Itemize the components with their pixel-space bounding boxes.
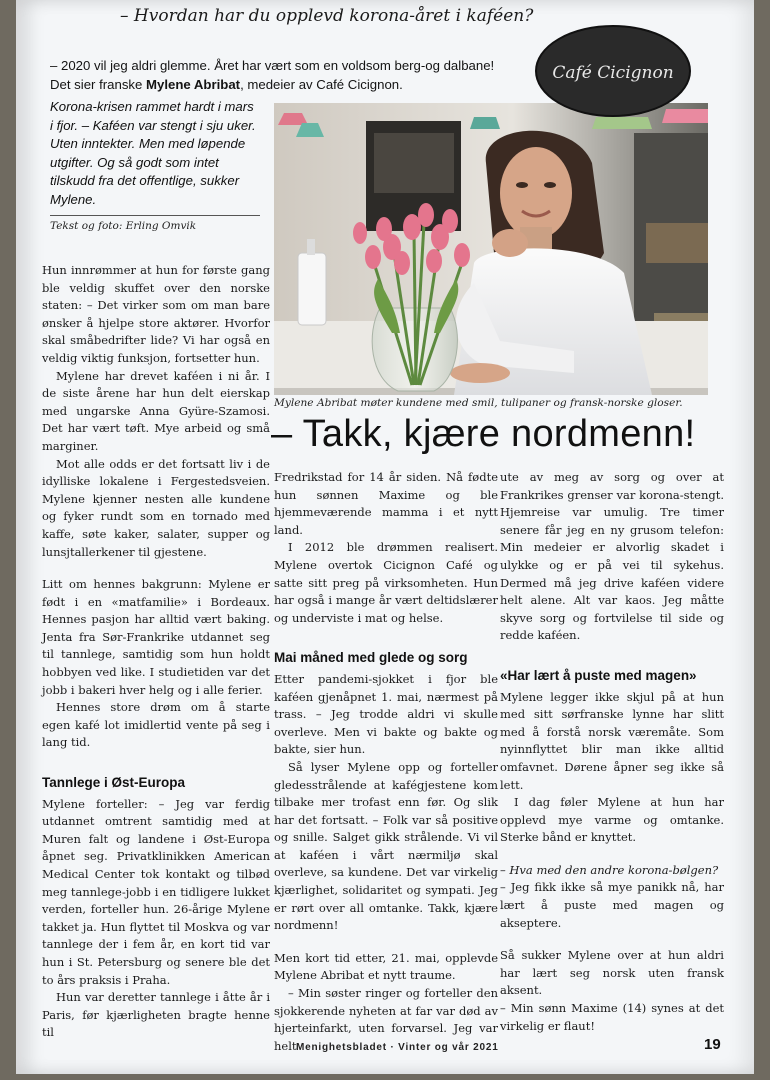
paragraph: – Min sønn Maxime (14) synes at det virkelig er flaut! xyxy=(500,1001,724,1033)
paragraph: – Jeg fikk ikke så mye panikk nå, har lært å puste med magen og akseptere. xyxy=(500,880,724,930)
article-headline: – Takk, kjære nordmenn! xyxy=(271,413,696,455)
paragraph: Men kort tid etter, 21. mai, opplevde Mylene Abribat et nytt traume. xyxy=(274,950,498,983)
paragraph: Etter pandemi-sjokket i fjor ble kaféen gjenåpnet 1. mai, nærmest på trass. – Jeg trodde aldri vi skulle overleve. Men vi bakte og bakte og bakte, sier hun. xyxy=(274,671,498,757)
subheading: «Har lært å puste med magen» xyxy=(500,667,697,683)
paragraph: Mylene har drevet kaféen i ni år. I de siste årene har hun delt eierskap med ungarske Anna Gyüre-Szamosi. Det har vært tøft. Mye arbeid og små marginer. xyxy=(42,368,270,453)
subheading: Tannlege i Øst-Europa xyxy=(42,775,186,791)
paragraph: Hun innrømmer at hun for første gang ble veldig skuffet over den norske staten: – Det virker som om man bare ønsker å hjelpe store aktører. Hvorfor skal småbedrifter lide? Vi har også en veldig viktig funksjon, fortsetter hun. xyxy=(42,263,270,365)
paragraph: Så sukker Mylene over at hun aldri har lært seg norsk uten fransk aksent. xyxy=(500,948,724,998)
kicker-question: – Hvordan har du opplevd korona-året i kaféen? xyxy=(120,6,534,26)
paragraph: – Min søster ringer og forteller den sjokkerende nyheten at far var død av hjerteinfarkt, uten forvarsel. Jeg var helt xyxy=(274,986,498,1053)
page-footer: Menighetsbladet · Vinter og vår 2021 xyxy=(296,1042,499,1053)
column-2 xyxy=(274,469,498,1055)
logo-text: Café Cicignon xyxy=(552,63,674,83)
column-3 xyxy=(500,469,724,1035)
column-1 xyxy=(42,262,270,1042)
paragraph: I dag føler Mylene at hun har opplevd mye varme og omtanke. Sterke bånd er knyttet. xyxy=(500,795,724,845)
paragraph: Mylene legger ikke skjul på at hun med sitt sørfranske lynne har slitt med å forstå norsk væremåte. Som nyinnflyttet blir man ikke alltid omfavnet. Dørene åpner seg ikke så lett. xyxy=(500,689,724,792)
divider xyxy=(50,215,260,216)
paragraph: Mylene forteller: – Jeg var ferdig utdannet omtrent samtidig med at Muren falt og landene i Øst-Europa åpnet seg. Privatklinikken American Medical Center tok kontakt og tilbød meg tannlege-jobb i en tidligere lukket verden, forteller hun. 26-årige Mylene takket ja. Hun flyttet til Moskva og var tannlege der i fem år, en kort tid var hun i St. Petersburg og senere ble det to års praksis i Praha. xyxy=(42,796,270,987)
magazine-page xyxy=(16,0,754,1074)
lead-line-2-pre: Det sier franske xyxy=(50,77,147,92)
photo-caption: Mylene Abribat møter kundene med smil, tulipaner og fransk-norske gloser. xyxy=(274,397,683,409)
cafe-logo-graphic xyxy=(534,24,692,118)
question: – Hva med den andre korona-bølgen? xyxy=(500,862,719,877)
lead-paragraph xyxy=(50,56,570,94)
paragraph: Mot alle odds er det fortsatt liv i de idylliske lokalene i Fergestedsveien. Mylene kjenner nesten alle kundene og fyker rundt som en tornado med kaffe, søte kaker, salater, supper og lunsjtallerkener til gjestene. xyxy=(42,456,270,559)
page-number: 19 xyxy=(704,1036,721,1053)
photo-illustration xyxy=(274,103,708,395)
paragraph: Hennes store drøm om å starte egen kafé lot imidlertid vente på seg i lang tid. xyxy=(42,700,270,750)
paragraph: Litt om hennes bakgrunn: Mylene er født i en «matfamilie» i Bordeaux. Hennes pasjon har alltid vært baking. Jenta fra Sør-Frankrike utdannet seg til tannlege, samtidig som hun holdt hobbyen ved like. I studietiden var det jobb i bakeri hver helg og i alle ferier. xyxy=(42,577,270,697)
lead-line-1: – 2020 vil jeg aldri glemme. Året har vært som en voldsom berg-og dalbane! xyxy=(50,58,495,73)
cafe-logo xyxy=(534,24,692,118)
ingress-text: Korona-krisen rammet hardt i mars i fjor. – Kaféen var stengt i sju uker. Uten inntekter. Men med løpende utgifter. Og så godt som intet tilskudd fra det offentlige, sukker Mylene. xyxy=(50,99,256,207)
paragraph: ute av meg av sorg og over at Frankrikes grenser var korona-stengt. Hjemreise var umulig. Tre timer senere får jeg en ny grusom telefon: Min medeier er alvorlig skadet i ulykke og er på vei til sykehus. Dermed må jeg drive kaféen videre helt alene. Alt var kaos. Jeg måtte skyve sorg og fortvilelse til side og redde kaféen. xyxy=(500,470,724,643)
paragraph: Så lyser Mylene opp og forteller gledesstrålende at kafégjestene kom tilbake mer trofast enn før. Og slik har det fortsatt. – Folk var så positive og snille. Salget gikk strålende. Vi vil at kaféen i vårt nærmiljø skal overleve, sa kundene. Det var virkelig kjærlighet, solidaritet og sympati. Jeg er rørt over all omtanke. Takk, kjære nordmenn! xyxy=(274,759,498,933)
article-photo xyxy=(274,103,708,395)
paragraph: I 2012 ble drømmen realisert. Mylene overtok Cicignon Café og satte sitt preg på virksomheten. Hun har også i mange år vært deltidslærer og underviste i mat og helse. xyxy=(274,540,498,625)
byline: Tekst og foto: Erling Omvik xyxy=(50,220,197,232)
paragraph: Fredrikstad for 14 år siden. Nå fødte hun sønnen Maxime og ble hjemmeværende mamma i et nytt land. xyxy=(274,470,498,537)
subheading: Mai måned med glede og sorg xyxy=(274,650,468,666)
paragraph: Hun var deretter tannlege i åtte år i Paris, før kjærligheten bragte henne til xyxy=(42,990,270,1040)
lead-name: Mylene Abribat xyxy=(146,77,241,92)
lead-line-2-post: , medeier av Café Cicignon. xyxy=(240,77,403,92)
